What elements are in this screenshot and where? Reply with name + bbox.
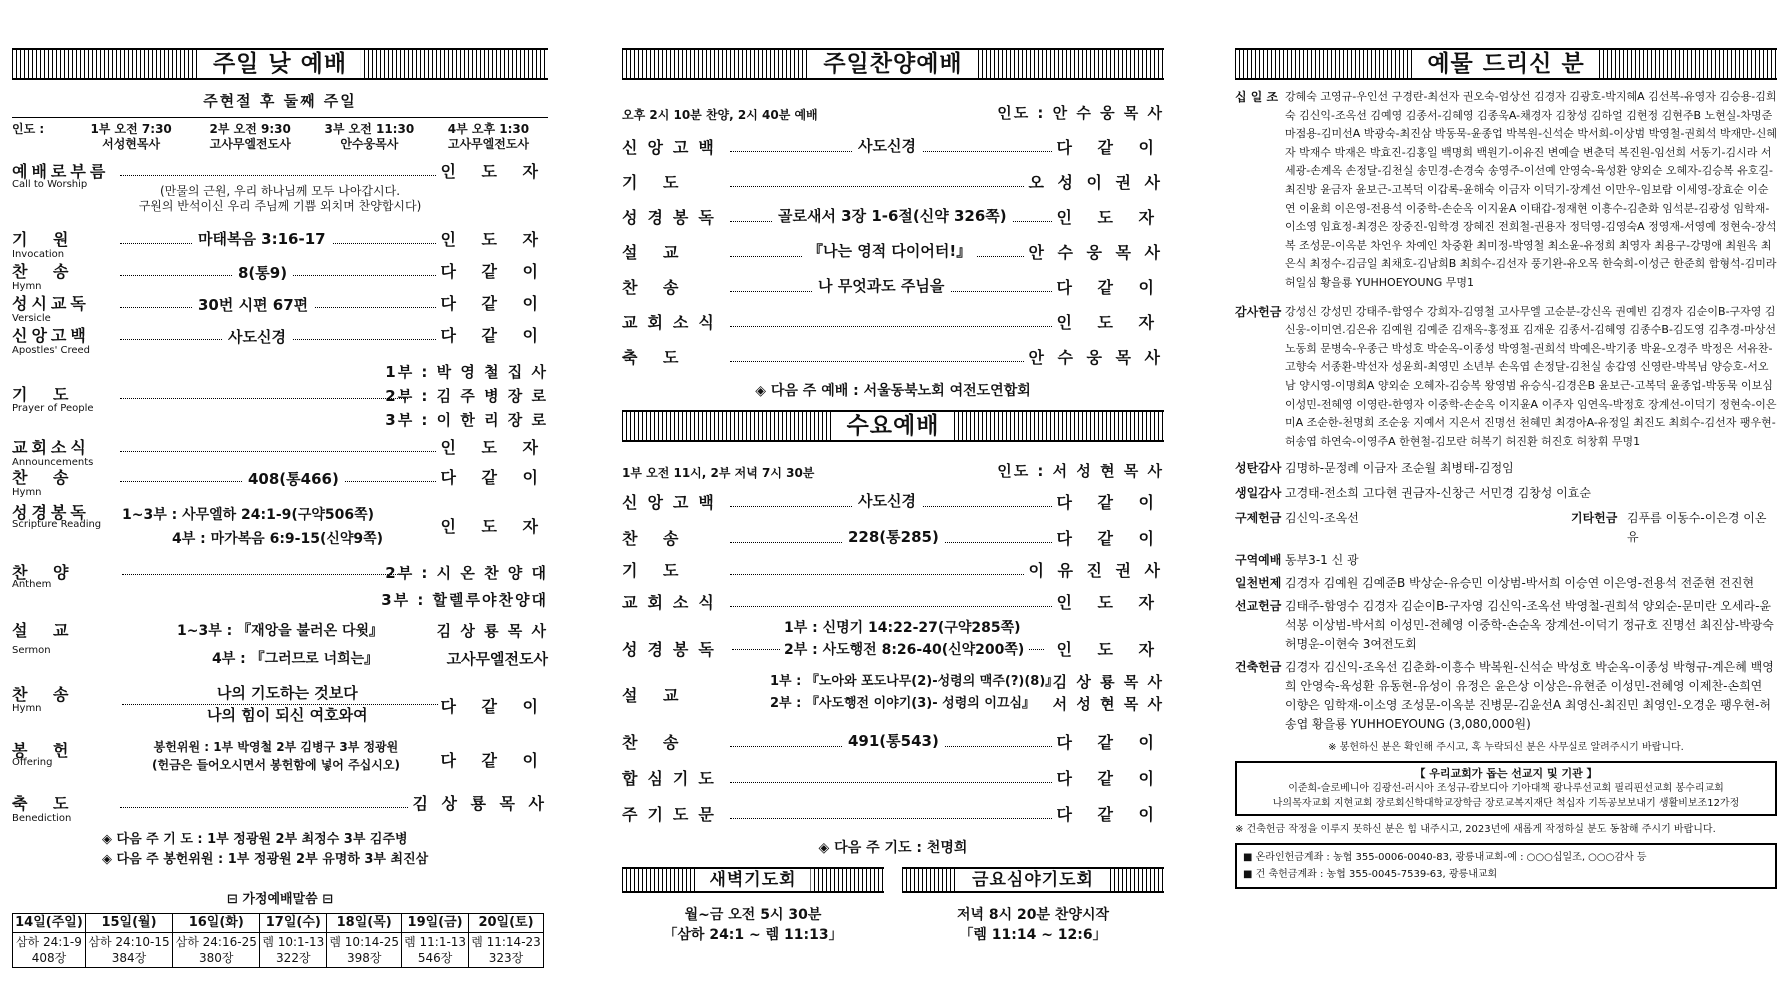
offerings-title-bar [1235, 48, 1777, 80]
gift-birthday: 생일감사 고경태-전소희 고다현 권금자-신창근 서민경 김창성 이효순 [1235, 486, 1591, 501]
family-worship-table: 14일(주일) 15일(월) 16일(화) 17일(수) 18일(목) 19일(금) 20일(토) 삼하 24:1-9 408장 삼하 24:10-15 384장 삼하 24:16-25 380장 렘 10:1-13 322장 렘 10:14-25 398장 렘 11:1-13 546장 렘 11:14-23 323장 [12, 913, 544, 968]
sunday-service-column: 주일 낮 예배 주현절 후 둘째 주일 인도 : 1부 오전 7:30 서성현목사 2부 오전 9:30 고사무엘전도사 3부 오전 11:30 안수웅목사 4부 오후 1:30 고사무엘전도사 예배로부름 인 도 자 Call to Worship (만물의 근원, 우리 하나님께 모두 나아갑시다. 구원의 반석이신 우리 주님께 기쁨 외치며 찬양합시다) 기 원 인 도 자 마태복음 3:16-17 Invocation 찬 송 다 같 이 8(통9) Hymn 성시교독 다 같 이 30번 시편 67편 Versicle 신앙고백 다 같 이 사도신경 Apostles' Creed 1부 : 박 영 철 집 사 2부 : 김 주 병 장 로 3부 : 이 한 리 장 로 기 도 Prayer of People 교회소식 인 도 자 Announcements 찬 송 다 같 이 408(통466) Hymn 성경봉독 Scripture Reading 1~3부 : 사무엘하 24:1-9(구약506쪽) 4부 : 마가복음 6:9-15(신약9쪽) 인 도 자 찬 양 Anthem 2부 : 시 온 찬 양 대 3부 : 할렐루야찬양대 설 교 Sermon 1~3부 : 『재앙을 불러온 다윗』 김 상 룡 목 사 4부 : 『그러므로 너희는』 고사무엘전도사 찬 송 Hymn 나의 기도하는 것보다 나의 힘이 되신 여호와여 다 같 이 봉 헌 Offering 봉헌위원 : 1부 박영철 2부 김병구 3부 정광원 (헌금은 들어오시면서 봉헌함에 넣어 주십시오) 다 같 이 축 도 김 상 룡 목 사 Benediction ◈ 다음 주 기 도 : 1부 정광원 2부 최정수 3부 김주병 ◈ 다음 주 봉헌위원 : 1부 정광원 2부 유명하 3부 최진삼 ⊟ 가정예배말씀 ⊟ 14일(주일) 15일(월) 16일(화) 17일(수) 18일(목) 19일(금) 20일(토) 삼하 24:1-9 408장 삼하 24:10-15 384장 삼하 24:16-25 380장 렘 10:1-13 322장 렘 10:14-25 398장 렘 11:1-13 546장 렘 11:14-23 323장 [12, 48, 548, 968]
order-benediction: 축 도 김 상 룡 목 사 [12, 794, 548, 813]
wednesday-sermon: 설 교 1부 : 『노아와 포도나무(2)-성령의 맥주(?)(8)』 2부 : 『사도행전 이야기(3)- 성령의 이끄심』 김 상 룡 목 사 서 성 현 목 사 [622, 673, 1164, 713]
wednesday-item: 기 도 이 유 진 권 사 [622, 561, 1164, 580]
wednesday-item: 찬 송 다 같 이 228(통285) [622, 528, 1164, 548]
order-anthem: 찬 양 Anthem 2부 : 시 온 찬 양 대 3부 : 할렐루야찬양대 [12, 563, 548, 609]
mission-box: 【 우리교회가 돕는 선교지 및 기관 】 이준희-슬로베니아 김광선-러시아 조성규-캄보디아 기아대책 광나루선교회 필리핀선교회 봉수리교회 나의목자교회 지현교회 장로회신학대학교장학금 장로교복지재단 척십자 기독공보보내기 생활비보조12가정 [1235, 761, 1777, 816]
liturgical-subtitle: 주현절 후 둘째 주일 [203, 92, 357, 110]
praise-service-title: 주일찬양예배 [809, 50, 976, 78]
praise-item: 성경봉독 인 도 자 골로새서 3장 1-6절(신약 326쪽) [622, 207, 1164, 227]
gift-thousand: 일천번제 김경자 김예원 김예준B 박상순-유승민 이상범-박서희 이승연 이은영-전용석 전준현 전진현 [1235, 576, 1755, 591]
praise-next-week: ◈ 다음 주 예배 : 서울동북노회 여전도연합회 [755, 383, 1031, 399]
praise-item: 교회소식 인 도 자 [622, 313, 1164, 332]
praise-item: 축 도 안 수 웅 목 사 [622, 348, 1164, 367]
gift-building: 건축헌금 김경자 김신익-조옥선 김춘화-이흥수 박복원-신석순 박성호 박순옥-이종성 박형규-계은혜 백영희 안영숙-육성환 유동현-유성이 유정은 윤은상 이상은-유현준 이성민-전혜영 이제찬-손희연 이향은 임학재-이소영 조성문-이옥분 진병문-김윤선A 최영신-최진민 최영인-오경운 팽우현-허송엽 황을룡 YUHHOEYOUNG (3,080,000원) [1235, 660, 1774, 732]
order-hymn-3: 찬 송 Hymn 나의 기도하는 것보다 나의 힘이 되신 여호와여 다 같 이 [12, 684, 548, 724]
offerings-title: 예물 드리신 분 [1413, 50, 1598, 78]
building-note: ※ 건축헌금 작정을 이루지 못하신 분은 힘 내주시고, 2023년에 새롭게 작정하실 분도 동참해 주시기 바랍니다. [1235, 824, 1716, 836]
order-call-to-worship: 예배로부름 인 도 자 [12, 162, 548, 181]
wednesday-header: 1부 오전 11시, 2부 저녁 7시 30분 인도 : 서 성 현 목 사 [622, 462, 1164, 480]
service-4: 4부 오후 1:30 고사무엘전도사 [447, 122, 530, 151]
wednesday-item: 교회소식 인 도 자 [622, 593, 1164, 612]
family-worship-title: ⊟ 가정예배말씀 ⊟ [226, 892, 334, 907]
evening-service-column [622, 48, 1164, 945]
praise-service-header: 오후 2시 10분 찬양, 2시 40분 예배 인도 : 안 수 웅 목 사 [622, 104, 1164, 122]
offerings-column [1235, 48, 1777, 889]
service-3: 3부 오전 11:30 안수웅목사 [324, 122, 415, 151]
gift-relief: 구제헌금 김신익-조옥선 기타헌금 김푸름 이동수-이은경 이온유 [1235, 511, 1767, 545]
service-2: 2부 오전 9:30 고사무엘전도사 [209, 122, 291, 151]
praise-item: 기 도 오 성 이 권 사 [622, 173, 1164, 192]
dawn-prayer: 새벽기도회 월~금 오전 5시 30분 「삼하 24:1 ~ 렘 11:13」 [622, 867, 884, 945]
wednesday-item: 찬 송 다 같 이 491(통543) [622, 732, 1164, 752]
praise-item: 찬 송 다 같 이 나 무엇과도 주님을 [622, 277, 1164, 297]
wednesday-item: 신앙고백 다 같 이 사도신경 [622, 492, 1164, 512]
order-sermon: 설 교 Sermon 1~3부 : 『재앙을 불러온 다윗』 김 상 룡 목 사 4부 : 『그러므로 너희는』 고사무엘전도사 [12, 621, 548, 668]
account-box: ■ 온라인헌금계좌 : 농협 355-0006-0040-83, 광릉내교회-예 : ○○○십일조, ○○○감사 등 ■ 건 축헌금계좌 : 농협 355-0045-7539-63, 광릉내교회 [1235, 843, 1777, 889]
service-times: 인도 : 1부 오전 7:30 서성현목사 2부 오전 9:30 고사무엘전도사 3부 오전 11:30 안수웅목사 4부 오후 1:30 고사무엘전도사 [12, 122, 548, 152]
wednesday-item: 합심기도 다 같 이 [622, 769, 1164, 788]
sunday-service-title-bar [12, 48, 548, 80]
wednesday-title: 수요예배 [833, 412, 954, 440]
wednesday-title-bar [622, 410, 1164, 442]
wednesday-item: 주기도문 다 같 이 [622, 805, 1164, 824]
praise-item: 신앙고백 다 같 이 사도신경 [622, 137, 1164, 157]
order-hymn-2: 찬 송 다 같 이 408(통466) [12, 468, 548, 488]
gift-christmas: 성탄감사 김명하-문정례 이금자 조순월 최병태-김정임 [1235, 461, 1514, 476]
praise-item: 설 교 안 수 웅 목 사 『나는 영적 다이어터!』 [622, 242, 1164, 262]
friday-prayer: 금요심야기도회 저녁 8시 20분 찬양시작 「렘 11:14 ~ 12:6」 [902, 867, 1164, 945]
order-hymn-1: 찬 송 다 같 이 8(통9) [12, 262, 548, 282]
offerings-list [1235, 88, 1777, 734]
wednesday-scripture: 성경봉독 1부 : 신명기 14:22-27(구약285쪽) 2부 : 사도행전 8:26-40(신약200쪽) 인 도 자 [622, 613, 1164, 665]
gift-mission: 선교헌금 김태주-함영수 김경자 김순이B-구자영 김신익-조옥선 박영철-권희석 양외순-문미란 오세라-윤석봉 이상범-박서희 이성민-전혜영 이중학-손순옥 장계선-이덕기 정규호 진명선 최진삼-박광숙 허명운-이현숙 3여전도회 [1235, 599, 1774, 652]
order-scripture: 성경봉독 Scripture Reading 1~3부 : 사무엘하 24:1-9(구약506쪽) 4부 : 마가복음 6:9-15(신약9쪽) 인 도 자 [12, 503, 548, 547]
praise-service-title-bar [622, 48, 1164, 80]
service-1: 1부 오전 7:30 서성현목사 [90, 122, 172, 151]
next-week-assignments: ◈ 다음 주 기 도 : 1부 정광원 2부 최정수 3부 김주병 ◈ 다음 주 봉헌위원 : 1부 정광원 2부 유명하 3부 최진삼 [102, 832, 429, 867]
gift-cell: 구역예배 동부3-1 신 광 [1235, 553, 1359, 568]
prayer-meetings [622, 867, 1164, 945]
call-note: (만물의 근원, 우리 하나님께 모두 나아갑시다. 구원의 반석이신 우리 주님께 기쁨 외치며 찬양합시다) [138, 184, 422, 213]
order-prayer: 1부 : 박 영 철 집 사 2부 : 김 주 병 장 로 3부 : 이 한 리 장 로 기 도 Prayer of People [12, 363, 548, 429]
gift-tithe: 십 일 조 강혜숙 고영규-우인선 구경란-최선자 권오숙-엄상선 김경자 김광호-박지혜A 김선복-유영자 김승용-김희숙 김신익-조옥선 김예영 김종서-김혜영 김종욱A-채경자 김창성 김하얼 김현정 김현주B 노현실-차명준 마점용-김미선A 박광숙-최진삼 박동묵-윤종업 박복원-신석순 박서희-이상범 박영철-권희석 박재만-신혜자 박재수 박재은 박효진-김홍일 백명희 백원기-이유진 변예슬 변춘덕 복진원-임선희 서동기-김시라 서세광-손계옥 손정달-김천실 송민경-손경숙 송영주-이선예 안영숙-육성환 양외순 오혜자-김승복 유호길-최진방 윤금자 윤보근-고복덕 이갑록-윤해숙 이금자 이덕기-장계선 이만우-임보람 이세영-장효순 이순연 이윤희 이은영-전용석 이중학-손순옥 이지윤A 이태갑-정재현 이흥수-김춘화 임석분-김광성 임학재-이소영 임효정-최경은 장중진-임학경 장혜진 전희철-권용자 정덕영-김영숙A 정영재-서영예 정현숙-장석복 조성문-이옥분 차언우 차예인 차중환 최미정-박영철 최소윤-유정희 최영자 최용구-강명애 최원옥 최은식 최정수-김금일 최채호-김남희B 최희수-김선자 풍기완-유오목 한숙희-이성근 한준희 함형석-김미라 허일심 황을룡 YUHHOEYOUNG 무명1 [1235, 90, 1777, 289]
order-invocation: 기 원 인 도 자 마태복음 3:16-17 [12, 230, 548, 249]
order-creed: 신앙고백 다 같 이 사도신경 [12, 326, 548, 346]
praise-order-list [622, 123, 1164, 368]
gift-thanks: 감사헌금 강성신 강성민 강태주-함영수 강희자-김영철 고사무엘 고순분-강신옥 권예빈 김경자 김순이B-구자영 김신웅-이미연.김은유 김예원 김예준 김재옥-홍정표 김재운 김종서-김혜영 김종수B-김도영 김추경-마상선 노동희 문병숙-우종근 박성호 박순옥-이종성 박영철-권희석 박예은-박기종 박윤-오경주 박정은 서유찬-고향숙 서종환-박선자 성윤희-최영민 소년부 손옥엽 손정달-김천실 송갑영 신영란-박복님 양승호-서오남 양시영-이명희A 양외순 오혜자-김승복 왕영범 유승식-김경은B 윤보근-고복덕 윤종업-박동묵 이보심 이성민-전혜영 이영란-한영자 이중학-손순옥 이지윤A 이주자 임연옥-박정호 장계선-이덕기 정현숙-이은미A 조순한-천명희 조순웅 지예서 지은서 진명선 천혜민 최경아A-유정일 최진도 최희수-김선자 팽우현-허송엽 하연숙-이영주A 한현철-김모란 허복기 허진환 허진호 허창휘 무명1 [1235, 304, 1777, 448]
omission-notice: ※ 봉헌하신 분은 확인해 주시고, 혹 누락되신 분은 사무실로 알려주시기 바랍니다. [1328, 742, 1684, 754]
order-announcements: 교회소식 인 도 자 [12, 438, 548, 457]
order-versicle: 성시교독 다 같 이 30번 시편 67편 [12, 294, 548, 314]
wednesday-next: ◈ 다음 주 기도 : 천명희 [818, 840, 968, 856]
order-offering: 봉 헌 Offering 봉헌위원 : 1부 박영철 2부 김병구 3부 정광원 (헌금은 들어오시면서 봉헌함에 넣어 주십시오) 다 같 이 [12, 740, 548, 772]
sunday-service-title: 주일 낮 예배 [199, 50, 361, 78]
